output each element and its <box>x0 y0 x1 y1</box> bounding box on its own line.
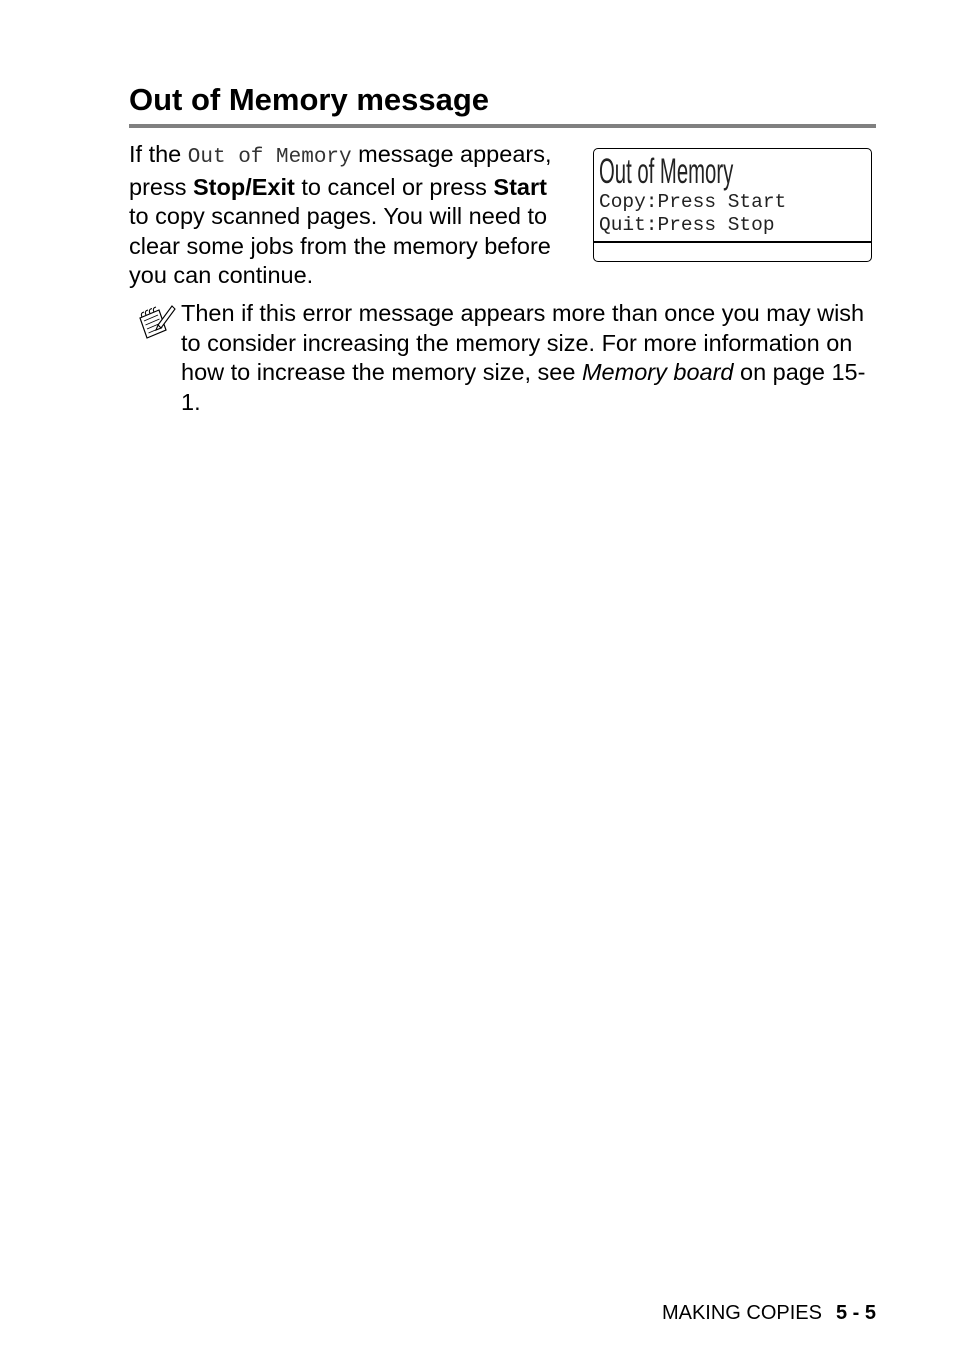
note-paragraph <box>181 299 881 417</box>
heading-rule <box>129 124 876 128</box>
page-number: 5 - 5 <box>835 1302 876 1324</box>
memory-board-reference[interactable]: Memory board <box>581 359 734 386</box>
note-pencil-icon <box>137 304 177 342</box>
intro-text-2: message appears, press <box>129 141 552 200</box>
note-text-2: on page 15-1. <box>181 359 866 415</box>
lcd-divider <box>594 241 871 243</box>
footer-section: MAKING COPIES <box>661 1302 822 1324</box>
intro-text-3: to cancel or press <box>294 173 494 200</box>
lcd-title: Out of Memory <box>599 152 734 191</box>
intro-text-1: If the <box>129 141 188 167</box>
lcd-display <box>593 148 872 262</box>
intro-code: Out of Memory <box>187 146 352 169</box>
section-heading: Out of Memory message <box>129 82 490 117</box>
note-text-1: Then if this error message appears more than once you may wish to consider increasing the memory size. For more information on how to increase the memory size, see <box>181 300 865 386</box>
key-start: Start <box>493 173 547 200</box>
intro-paragraph <box>129 140 569 291</box>
lcd-line-quit: Quit:Press Stop <box>599 214 775 236</box>
intro-text-4: to copy scanned pages. You will need to clear some jobs from the memory before you can continue. <box>129 203 551 289</box>
key-stop-exit: Stop/Exit <box>193 173 295 200</box>
page-footer <box>654 1300 876 1326</box>
lcd-line-copy: Copy:Press Start <box>599 191 787 213</box>
